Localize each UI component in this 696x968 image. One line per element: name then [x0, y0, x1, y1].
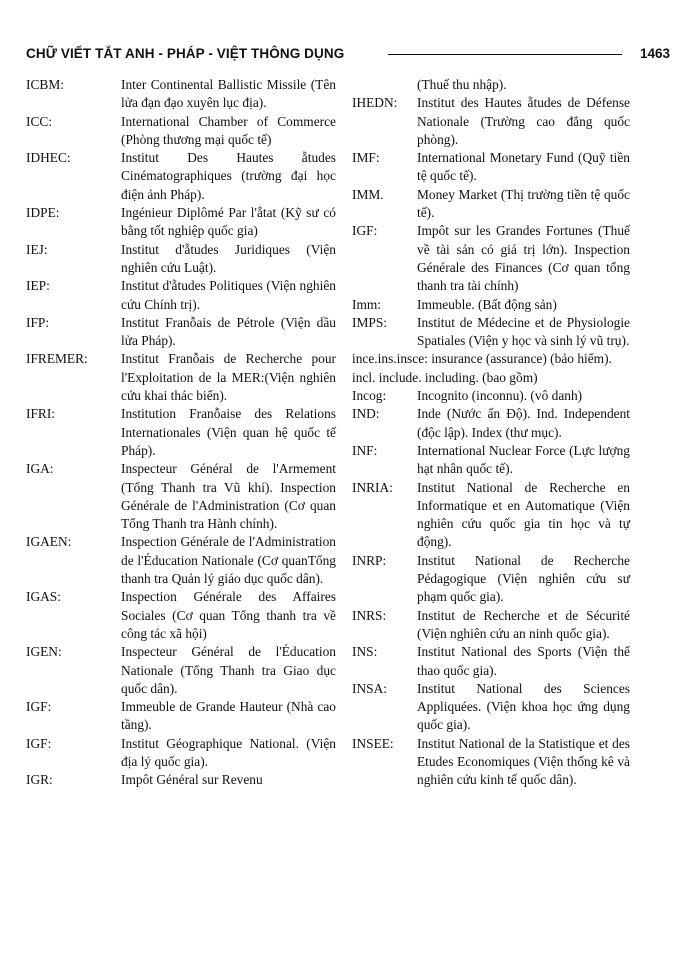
entry-igf-1: [26, 698, 336, 735]
entry-abbr: IHEDN:: [352, 95, 398, 111]
right-column: [352, 76, 630, 790]
entry-abbr: IGF:: [26, 735, 52, 751]
entry-abbr: IGF:: [26, 699, 52, 715]
entry-abbr: IGAS:: [26, 589, 61, 605]
entry-abbr: INRS:: [352, 607, 387, 623]
entry-definition: International Chamber of Commerce (Phòng thương mại quốc tế): [121, 113, 336, 147]
entry-definition: Impôt Général sur Revenu: [121, 772, 263, 788]
entry-definition: Institut d'ẵtudes Politiques (Viện nghiên cứu Chính trị).: [121, 278, 336, 312]
entry-ins: [352, 643, 630, 680]
entry-definition: Institut National de Recherche Pédagogique (Viện nghiên cứu sư phạm quốc gia).: [417, 552, 630, 605]
page-header: [26, 46, 670, 66]
entry-definition: Institution Franỗaise des Relations Internationales (Viện quan hệ quốc tế Pháp).: [121, 406, 336, 458]
entry-imps: [352, 314, 630, 351]
entry-igr: [26, 771, 336, 789]
entry-abbr: IGF:: [352, 223, 378, 239]
entry-definition: Impôt sur les Grandes Fortunes (Thuế về tài sản có giá trị lớn). Inspection Générale des Finances (Cơ quan tổng thanh tra tài chính): [417, 223, 630, 294]
entry-ince: ince.ins.insce: insurance (assurance) (bảo hiểm).: [352, 351, 612, 367]
entry-definition: Ingénieur Diplômé Par l'ẵtat (Kỹ sư có bằng tốt nghiệp quốc gia): [121, 205, 336, 239]
left-column: [26, 76, 336, 790]
entry-abbr: IEJ:: [26, 241, 48, 257]
entry-definition: Institut Franỗais de Recherche pour l'Exploitation de la MER:(Viện nghiên cứu khai thác biển).: [121, 351, 336, 404]
entry-abbr: INS:: [352, 644, 378, 660]
entry-insa: [352, 680, 630, 735]
entry-ifremer: [26, 350, 336, 405]
entry-imf: [352, 149, 630, 186]
entry-iep: [26, 277, 336, 314]
entry-definition: Institut des Hautes ẵtudes de Défense Nationale (Trường cao đẳng quốc phòng).: [417, 95, 630, 147]
entry-abbr: IGAEN:: [26, 534, 72, 550]
entry-definition: Institut National de Recherche en Informatique et en Automatique (Viện nghiên cứu quốc gia tin học và tự động).: [417, 479, 630, 550]
entry-idpe: [26, 204, 336, 241]
entry-abbr: IMM.: [352, 186, 384, 202]
entry-abbr: Incog:: [352, 388, 387, 404]
entry-incl: incl. include. including. (bao gồm): [352, 369, 538, 385]
entry-abbr: IFREMER:: [26, 351, 88, 367]
entry-definition: Inspection Générale des Affaires Sociales (Cơ quan Tổng thanh tra về công tác xã hội): [121, 589, 336, 641]
entry-definition: Immeuble de Grande Hauteur (Nhà cao tầng).: [121, 699, 336, 733]
entry-insee: [352, 735, 630, 790]
entry-inrs: [352, 607, 630, 644]
entry-abbr: IMF:: [352, 150, 380, 166]
entry-abbr: IDHEC:: [26, 150, 71, 166]
entry-abbr: IGA:: [26, 461, 54, 477]
entry-abbr: Imm:: [352, 296, 382, 312]
entry-ifp: [26, 314, 336, 351]
entry-definition: Institut Géographique National. (Viện địa lý quốc gia).: [121, 735, 336, 769]
entry-definition: Inspecteur Général de l'Éducation Nationale (Tổng Thanh tra Giao dục quốc dân).: [121, 644, 336, 696]
entry-definition: Institut Des Hautes ẵtudes Cinématographiques (trường đại học điện ảnh Pháp).: [121, 150, 336, 202]
entry-definition: Institut National des Sports (Viện thể thao quốc gia).: [417, 644, 630, 678]
entry-imm: [352, 186, 630, 223]
entry-abbr: IFP:: [26, 314, 50, 330]
entry-abbr: INSA:: [352, 680, 387, 696]
entry-igf-2: [26, 735, 336, 772]
entry-igf-3: [352, 222, 630, 295]
entry-incog: [352, 387, 630, 405]
entry-abbr: IND:: [352, 406, 380, 422]
entry-abbr: ICC:: [26, 113, 53, 129]
running-title: CHỮ VIẾT TẮT ANH - PHÁP - VIỆT THÔNG DỤNG: [26, 46, 345, 61]
entry-definition: Institut d'ẵtudes Juridiques (Viện nghiên cứu Luật).: [121, 241, 336, 275]
entry-ind: [352, 405, 630, 442]
entry-abbr: INRP:: [352, 552, 387, 568]
entry-definition: Inspection Générale de l'Administration de l'Éducation Nationale (Cơ quanTổng thanh tra Quản lý giáo dục quốc dân).: [121, 534, 336, 587]
entry-inf: [352, 442, 630, 479]
entry-definition: Inde (Nước ấn Độ). Ind. Independent (độc lập). Index (thư mục).: [417, 406, 630, 440]
entry-definition: Institut de Recherche et de Sécurité (Viện nghiên cứu an ninh quốc gia).: [417, 607, 630, 641]
entry-igas: [26, 588, 336, 643]
entry-icbm: [26, 76, 336, 113]
entry-iga: [26, 460, 336, 533]
entry-icc: [26, 113, 336, 150]
entry-abbr: ICBM:: [26, 77, 64, 92]
entry-definition: Money Market (Thị trường tiền tệ quốc tế).: [417, 186, 630, 221]
entry-definition: International Monetary Fund (Quỹ tiền tệ quốc tế).: [417, 150, 630, 184]
entry-abbr: IMPS:: [352, 314, 387, 330]
entry-definition: Institut de Médecine et de Physiologie Spatiales (Viện y học và sinh lý vũ trụ).: [417, 314, 630, 349]
entry-ifri: [26, 405, 336, 460]
entry-igen: [26, 643, 336, 698]
entry-definition: Incognito (inconnu). (vô danh): [417, 388, 583, 404]
entry-definition: Immeuble. (Bất động sản): [417, 296, 557, 312]
header-rule: [388, 54, 622, 55]
entry-inria: [352, 479, 630, 552]
entry-definition: Institut Franỗais de Pétrole (Viện dầu lửa Pháp).: [121, 314, 336, 349]
entry-igaen: [26, 533, 336, 588]
entry-abbr: IDPE:: [26, 205, 60, 221]
page-number: 1463: [639, 46, 670, 61]
entry-idhec: [26, 149, 336, 204]
entry-inrp: [352, 552, 630, 607]
entry-abbr: IEP:: [26, 278, 50, 294]
entry-abbr: INRIA:: [352, 479, 393, 495]
entry-ihedn: [352, 94, 630, 149]
entry-definition: Institut National des Sciences Appliquées. (Viện khoa học ứng dụng quốc gia).: [417, 680, 630, 733]
entry-abbr: INSEE:: [352, 735, 394, 751]
entry-abbr: IGR:: [26, 772, 53, 788]
entry-definition: Institut National de la Statistique et des Etudes Economiques (Viện thống kê và nghiên cứu kinh tế quốc dân).: [417, 735, 630, 788]
entry-abbr: IGEN:: [26, 644, 62, 660]
entry-abbr: IFRI:: [26, 406, 56, 422]
entry-imm-2: [352, 296, 630, 314]
entry-definition: Inter Continental Ballistic Missile (Tên lửa đạn đạo xuyên lục địa).: [121, 77, 336, 111]
entry-definition: Inspecteur Général de l'Armement (Tổng Thanh tra Vũ khí). Inspection Générale de l'Administration (Cơ quan Tổng Thanh tra Hành chính).: [121, 461, 336, 532]
entry-continuation: (Thuế thu nhập).: [417, 77, 507, 92]
entry-abbr: INF:: [352, 442, 378, 458]
entry-definition: International Nuclear Force (Lực lượng hạt nhân quốc tế).: [417, 442, 630, 477]
entry-iej: [26, 241, 336, 278]
